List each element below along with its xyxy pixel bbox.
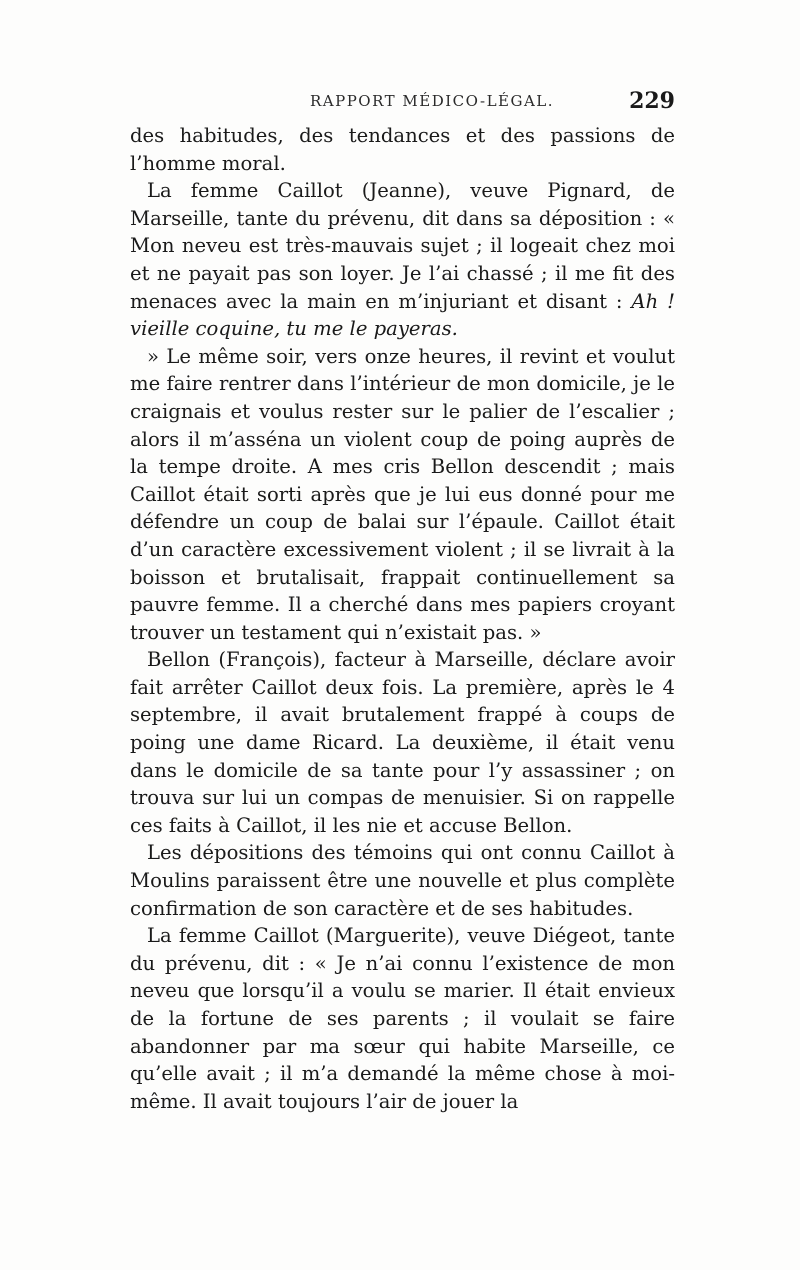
paragraph-same-evening — [130, 343, 675, 647]
paragraph-text: Bellon (François), facteur à Marseille, déclare avoir fait arrêter Caillot deux fois. La première, après le 4 septembre, il avait brutalement frappé à coups de poing une dame Ricard. La deuxième, il était venu dans le domicile de sa tante pour l’y assassiner ; on trouva sur lui un compas de menuisier. Si on rappelle ces faits à Caillot, il les nie et accuse Bellon. — [130, 648, 675, 837]
paragraph-text: La femme Caillot (Jeanne), veuve Pignard, de Marseille, tante du prévenu, dit dans sa déposition : « Mon neveu est très-mauvais sujet ; il logeait chez moi et ne payait pas son loyer. Je l’ai chassé ; il me fit des menaces avec la main en m’injuriant et disant : — [130, 179, 675, 313]
paragraph-text: Les dépositions des témoins qui ont connu Caillot à Moulins paraissent être une nouvelle et plus complète confirmation de son caractère et de ses habitudes. — [130, 841, 675, 920]
quoted-insult: Ah ! vieille coquine, tu me le payeras. — [130, 289, 675, 341]
running-title: RAPPORT MÉDICO-LÉGAL. — [310, 92, 555, 110]
paragraph-moulins-witnesses — [130, 839, 675, 922]
paragraph-text: des habitudes, des tendances et des passions de l’homme moral. — [130, 124, 675, 175]
paragraph-text: La femme Caillot (Marguerite), veuve Diégeot, tante du prévenu, dit : « Je n’ai connu l’existence de mon neveu que lorsqu’il a voulu se marier. Il était envieux de la fortune de ses parents ; il voulait se faire abandonner par ma sœur qui habite Marseille, ce qu’elle avait ; il m’a demandé la même chose à moi-même. Il avait toujours l’air de jouer la — [130, 924, 675, 1113]
paragraph-jeanne-deposition — [130, 177, 675, 343]
body-text — [130, 122, 675, 1115]
paragraph-marguerite-deposition — [130, 922, 675, 1115]
paragraph-text: » Le même soir, vers onze heures, il revint et voulut me faire rentrer dans l’intérieur de mon domicile, je le craignais et voulus rester sur le palier de l’escalier ; alors il m’asséna un violent coup de poing auprès de la tempe droite. A mes cris Bellon descendit ; mais Caillot était sorti après que je lui eus donné pour me défendre un coup de balai sur l’épaule. Caillot était d’un caractère excessivement violent ; il se livrait à la boisson et brutalisait, frappait continuellement sa pauvre femme. Il a cherché dans mes papiers croyant trouver un testament qui n’existait pas. » — [130, 344, 675, 644]
running-head — [130, 88, 675, 118]
page-number: 229 — [629, 88, 675, 114]
paragraph-bellon — [130, 646, 675, 839]
paragraph-continued — [130, 122, 675, 177]
